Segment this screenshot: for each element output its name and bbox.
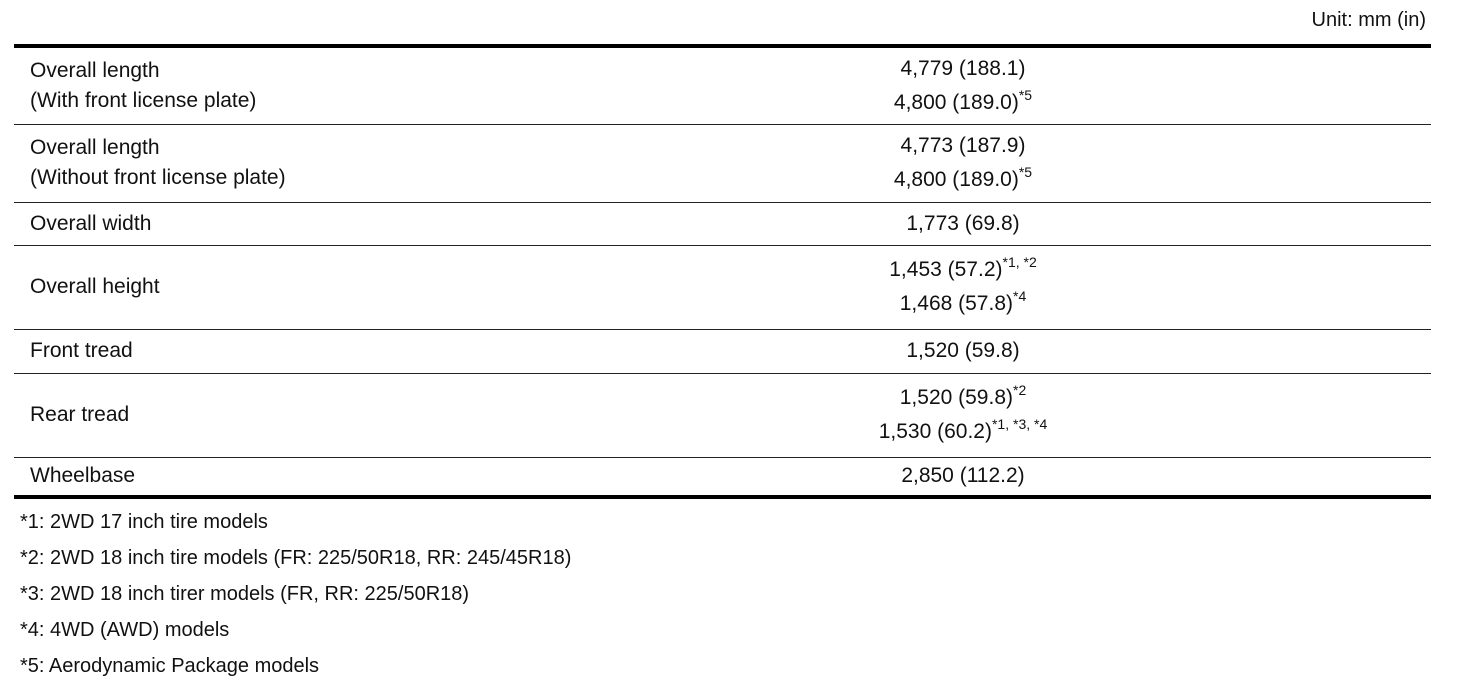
row-label-line: Overall length — [30, 136, 160, 159]
footnote-ref: *5 — [1018, 86, 1033, 103]
value-text: 1,520 (59.8) — [906, 339, 1020, 362]
footnote: *2: 2WD 18 inch tire models (FR: 225/50R18, RR: 245/45R18) — [20, 547, 572, 569]
value-line — [850, 287, 1076, 321]
row-label-line: (Without front license plate) — [30, 166, 286, 189]
row-label — [14, 46, 850, 124]
value-line — [850, 459, 1076, 493]
dimensions-table — [14, 44, 1431, 499]
row-label-line: (With front license plate) — [30, 88, 257, 112]
value-line — [850, 381, 1076, 415]
table-row — [14, 202, 1431, 245]
row-value — [850, 245, 1431, 329]
row-value — [850, 202, 1431, 245]
value-text: 4,800 (189.0) — [893, 90, 1019, 114]
value-line — [850, 52, 1076, 86]
value-text: 1,520 (59.8) — [899, 386, 1013, 409]
table-row — [14, 124, 1431, 202]
row-value — [850, 329, 1431, 373]
row-value — [850, 457, 1431, 497]
footnotes — [20, 508, 571, 688]
value-line — [850, 334, 1076, 368]
row-label — [14, 245, 850, 329]
value-text: 1,468 (57.8) — [899, 292, 1013, 315]
row-label-line: Overall length — [30, 58, 160, 82]
value-line — [850, 207, 1076, 241]
footnote-ref: *1, *3, *4 — [991, 416, 1048, 432]
value-line — [850, 163, 1076, 197]
footnote: *5: Aerodynamic Package models — [20, 655, 320, 677]
value-text: 4,773 (187.9) — [900, 134, 1026, 157]
row-value — [850, 373, 1431, 457]
footnote: *1: 2WD 17 inch tire models — [20, 511, 268, 533]
value-line — [850, 86, 1076, 120]
footnote: *3: 2WD 18 inch tirer models (FR, RR: 225/50R18) — [20, 583, 470, 605]
value-line — [850, 415, 1076, 449]
footnote-ref: *1, *2 — [1002, 254, 1037, 270]
row-value — [850, 124, 1431, 202]
footnote-ref: *2 — [1013, 382, 1027, 398]
row-label-line: Rear tread — [30, 403, 130, 426]
row-label — [14, 457, 850, 497]
footnote-ref: *4 — [1013, 288, 1027, 304]
table-row — [14, 373, 1431, 457]
value-text: 4,779 (188.1) — [900, 56, 1026, 80]
row-label — [14, 202, 850, 245]
value-text: 1,453 (57.2) — [889, 258, 1003, 281]
row-label — [14, 329, 850, 373]
footnote-ref: *5 — [1018, 164, 1033, 180]
unit-label: Unit: mm (in) — [1311, 9, 1426, 31]
footnote: *4: 4WD (AWD) models — [20, 619, 230, 641]
row-label-line: Overall height — [30, 275, 160, 298]
row-label — [14, 373, 850, 457]
value-text: 1,530 (60.2) — [878, 420, 992, 443]
value-text: 2,850 (112.2) — [901, 464, 1025, 488]
row-label — [14, 124, 850, 202]
row-value — [850, 46, 1431, 124]
value-line — [850, 253, 1076, 287]
row-label-line: Overall width — [30, 211, 152, 235]
row-label-line: Wheelbase — [30, 464, 136, 488]
row-label-line: Front tread — [30, 339, 133, 362]
table-row — [14, 245, 1431, 329]
value-line — [850, 129, 1076, 163]
value-text: 1,773 (69.8) — [906, 211, 1020, 235]
table-row — [14, 46, 1431, 124]
table-row — [14, 329, 1431, 373]
table-row — [14, 457, 1431, 497]
value-text: 4,800 (189.0) — [893, 168, 1019, 191]
